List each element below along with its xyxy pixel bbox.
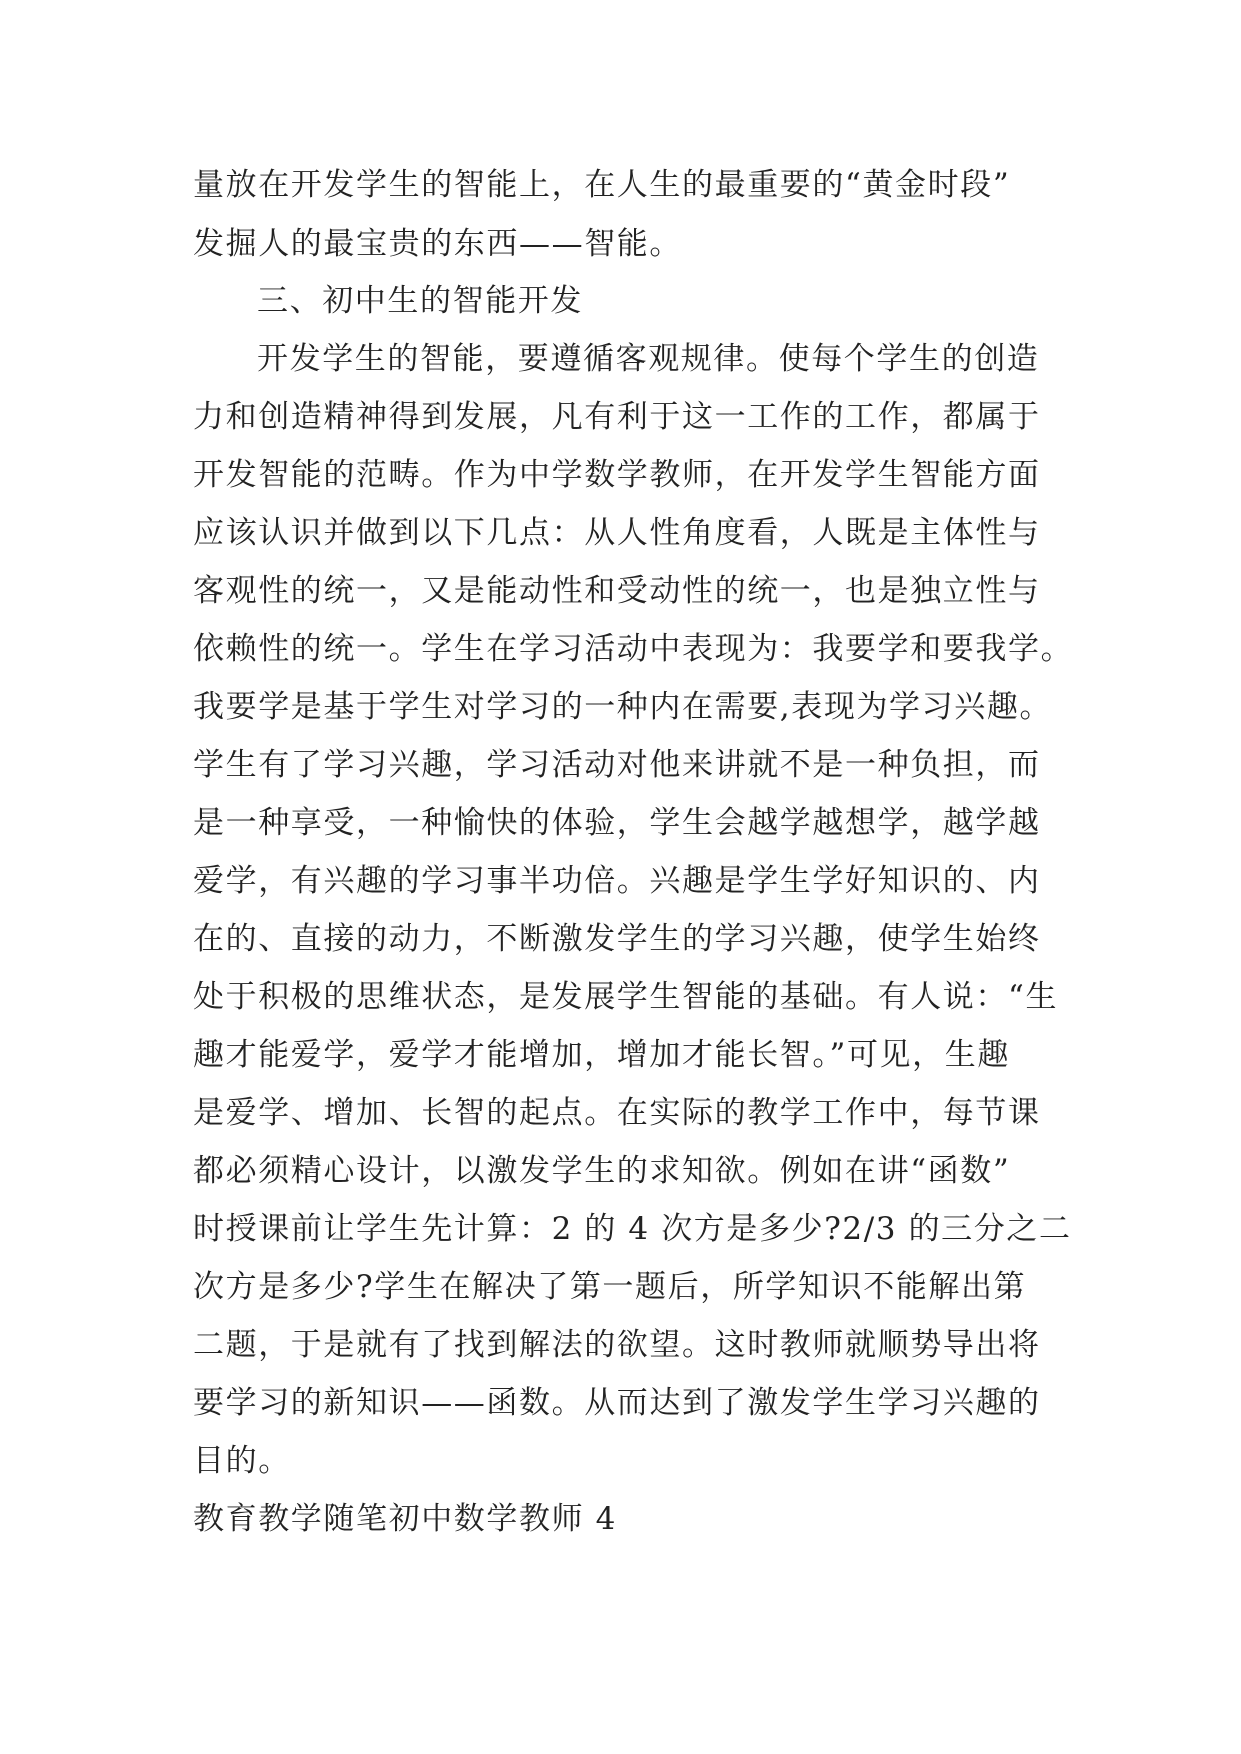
paragraph-line: 我要学是基于学生对学习的一种内在需要,表现为学习兴趣。 — [193, 689, 1053, 725]
paragraph-line: 量放在开发学生的智能上，在人生的最重要的“黄金时段” — [193, 167, 1011, 203]
paragraph-line: 是爱学、增加、长智的起点。在实际的教学工作中，每节课 — [193, 1095, 1041, 1131]
paragraph-line: 趣才能爱学，爱学才能增加，增加才能长智。”可见，生趣 — [193, 1037, 1010, 1073]
paragraph-line: 要学习的新知识——函数。从而达到了激发学生学习兴趣的 — [193, 1385, 1041, 1421]
paragraph-line: 客观性的统一，又是能动性和受动性的统一，也是独立性与 — [193, 573, 1041, 609]
paragraph-line: 应该认识并做到以下几点：从人性角度看，人既是主体性与 — [193, 515, 1041, 551]
paragraph-line: 次方是多少?学生在解决了第一题后，所学知识不能解出第 — [193, 1269, 1027, 1305]
paragraph-line: 时授课前让学生先计算：2 的 4 次方是多少?2/3 的三分之二 — [193, 1211, 1072, 1247]
paragraph-line: 学生有了学习兴趣，学习活动对他来讲就不是一种负担，而 — [193, 747, 1041, 783]
paragraph-line: 在的、直接的动力，不断激发学生的学习兴趣，使学生始终 — [193, 921, 1041, 957]
paragraph-line: 都必须精心设计，以激发学生的求知欲。例如在讲“函数” — [193, 1153, 1011, 1189]
paragraph-line: 开发学生的智能，要遵循客观规律。使每个学生的创造 — [257, 341, 1040, 377]
paragraph-line: 是一种享受，一种愉快的体验，学生会越学越想学，越学越 — [193, 805, 1041, 841]
paragraph-line: 力和创造精神得到发展，凡有利于这一工作的工作，都属于 — [193, 399, 1041, 435]
section-heading: 三、初中生的智能开发 — [257, 283, 583, 319]
paragraph-line: 目的。 — [193, 1443, 291, 1479]
paragraph-line: 依赖性的统一。学生在学习活动中表现为：我要学和要我学。 — [193, 631, 1074, 667]
paragraph-line: 爱学，有兴趣的学习事半功倍。兴趣是学生学好知识的、内 — [193, 863, 1041, 899]
paragraph-line: 开发智能的范畴。作为中学数学教师，在开发学生智能方面 — [193, 457, 1041, 493]
paragraph-line: 发掘人的最宝贵的东西——智能。 — [193, 226, 682, 262]
paragraph-line: 处于积极的思维状态，是发展学生智能的基础。有人说：“生 — [193, 979, 1059, 1015]
article-title: 教育教学随笔初中数学教师 4 — [193, 1501, 617, 1537]
paragraph-line: 二题，于是就有了找到解法的欲望。这时教师就顺势导出将 — [193, 1327, 1041, 1363]
